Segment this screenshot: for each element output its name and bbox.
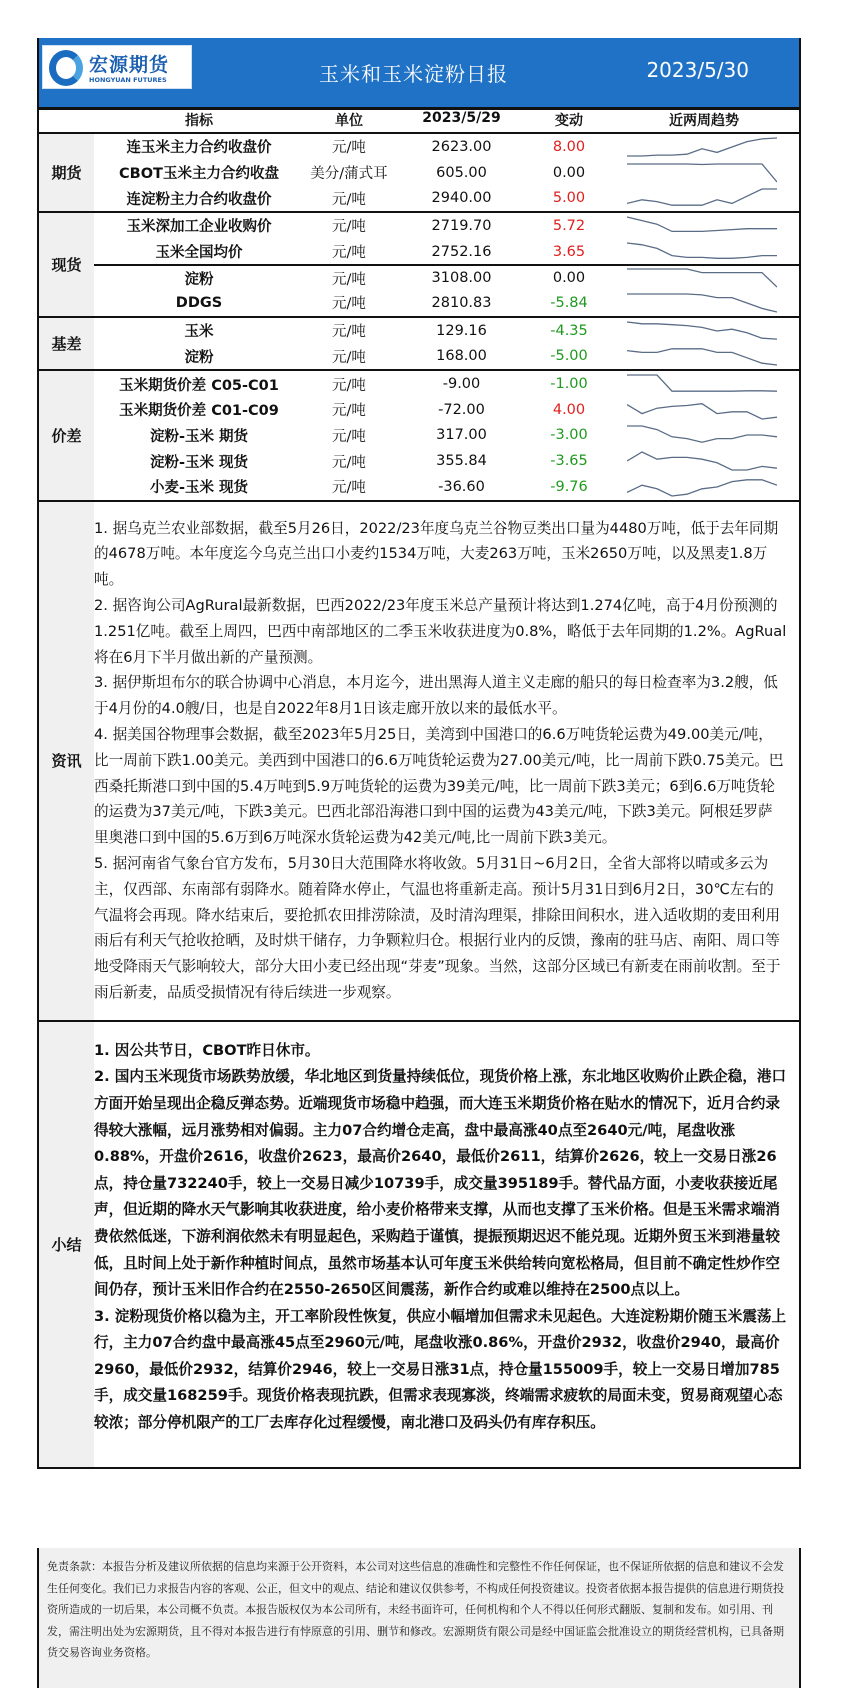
- unit: 元/吨: [332, 480, 366, 497]
- sparkline-line: [627, 189, 777, 205]
- indicator-name: CBOT玉米主力合约收盘: [119, 166, 279, 183]
- table-row: [94, 213, 799, 239]
- indicator-name: 玉米期货价差 C05-C01: [119, 377, 279, 394]
- report: [37, 38, 801, 1469]
- trend-sparkline: [627, 241, 777, 263]
- change: -4.35: [550, 322, 588, 339]
- section-label: 基差: [39, 318, 94, 369]
- table-row: [94, 397, 799, 423]
- indicator-name: 玉米: [184, 324, 214, 341]
- change: 5.00: [552, 190, 586, 207]
- value: 2810.83: [431, 294, 492, 311]
- indicator-name: 玉米期货价差 C01-C09: [119, 403, 279, 420]
- table-row: [94, 134, 799, 160]
- indicator-name: 小麦-玉米 现货: [149, 480, 249, 497]
- change: 8.00: [552, 138, 586, 155]
- col-unit: 单位: [335, 113, 363, 129]
- trend-sparkline: [627, 267, 777, 289]
- unit: 元/吨: [332, 271, 366, 288]
- change: 0.00: [552, 270, 586, 287]
- indicator-name: 玉米全国均价: [155, 245, 243, 262]
- trend-sparkline: [627, 424, 777, 446]
- col-indicator: 指标: [185, 113, 213, 129]
- summary-paragraph: 2. 国内玉米现货市场跌势放缓，华北地区到货量持续低位，现货价格上涨，东北地区收购价止跌企稳，港口方面开始呈现出企稳反弹态势。近端现货市场稳中趋强，而大连玉米期货价格在贴水的情况下，近月合约录得较大涨幅，远月涨势相对偏弱。主力07合约增仓走高，盘中最高涨40点至2640元/吨，尾盘收涨0.88%，开盘价2616，收盘价2623，最高价2640，最低价2611，结算价2626，较上一交易日涨26点，持仓量732240手，较上一交易日减少10739手，成交量395189手。替代品方面，小麦收获接近尾声，但近期的降水天气影响其收获进度，给小麦价格带来支撑，从而也支撑了玉米价格。但是玉米需求端消费依然低迷，下游利润依然未有明显起色，采购趋于谨慎，提振预期迟迟不能兑现。近期外贸玉米到港量较低，且时间上处于新作种植时间点，虽然市场基本认可年度玉米供给转向宽松格局，但目前不确定性炒作空间仍存，预计玉米旧作合约在2550-2650区间震荡，新作合约或难以维持在2500点以上。: [94, 1068, 787, 1299]
- change: -1.00: [550, 376, 588, 393]
- value: -72.00: [438, 401, 485, 418]
- indicator-name: DDGS: [175, 294, 223, 311]
- sparkline-line: [627, 452, 777, 470]
- change: -3.65: [550, 453, 588, 470]
- sparkline-line: [627, 403, 777, 418]
- unit: 元/吨: [332, 219, 366, 236]
- unit: 元/吨: [332, 454, 366, 471]
- trend-sparkline: [627, 320, 777, 342]
- sparkline-line: [627, 217, 777, 231]
- section-label: 现货: [39, 213, 94, 316]
- news-paragraph: 2. 据咨询公司AgRural最新数据，巴西2022/23年度玉米总产量预计将达到1.274亿吨，高于4月份预测的1.251亿吨。截至上周四，巴西中南部地区的二季玉米收获进度为0.8%，略低于去年同期的1.2%。AgRual将在6月下半月做出新的产量预测。: [94, 597, 787, 666]
- change: -5.84: [550, 294, 588, 311]
- section-label: 期货: [39, 134, 94, 211]
- unit: 元/吨: [332, 245, 366, 262]
- sparkline-line: [627, 426, 777, 442]
- unit: 元/吨: [332, 428, 366, 445]
- trend-sparkline: [627, 162, 777, 184]
- news-label: 资讯: [39, 502, 94, 1020]
- value: 317.00: [436, 427, 487, 444]
- unit: 美分/蒲式耳: [310, 166, 388, 183]
- table-row: [94, 448, 799, 474]
- value: 2940.00: [431, 190, 492, 207]
- table-row: [94, 264, 799, 290]
- table-row: [94, 318, 799, 344]
- value: 168.00: [436, 348, 487, 365]
- section-label: 价差: [39, 371, 94, 499]
- summary-label: 小结: [39, 1022, 94, 1467]
- change: -3.00: [550, 427, 588, 444]
- col-date: 2023/5/29: [422, 110, 501, 126]
- sparkline-line: [627, 269, 777, 287]
- change: 5.72: [552, 217, 586, 234]
- col-change: 变动: [555, 113, 583, 129]
- trend-sparkline: [627, 215, 777, 237]
- logo-en: HONGYUAN FUTURES: [89, 76, 167, 84]
- value: 605.00: [436, 164, 487, 181]
- company-logo: [42, 45, 192, 89]
- trend-sparkline: [627, 373, 777, 395]
- col-trend: 近两周趋势: [669, 113, 739, 129]
- table-row: [94, 423, 799, 449]
- unit: 元/吨: [332, 296, 366, 313]
- sparkline-line: [627, 322, 777, 339]
- news-paragraph: 3. 据伊斯坦布尔的联合协调中心消息，本月迄今，进出黑海人道主义走廊的船只的每日检查率为3.2艘，低于4月份的4.0艘/日，也是自2022年8月1日该走廊开放以来的最低水平。: [94, 674, 778, 718]
- table-row: [94, 290, 799, 316]
- data-table: [39, 134, 799, 502]
- trend-sparkline: [627, 187, 777, 209]
- value: 3108.00: [431, 270, 492, 287]
- section-3: [39, 371, 799, 501]
- unit: 元/吨: [332, 377, 366, 394]
- value: -9.00: [442, 376, 481, 393]
- table-row: [94, 185, 799, 211]
- change: 0.00: [552, 164, 586, 181]
- table-row: [94, 160, 799, 186]
- news-paragraph: 4. 据美国谷物理事会数据，截至2023年5月25日，美湾到中国港口的6.6万吨货轮运费为49.00美元/吨，比一周前下跌1.00美元。美西到中国港口的6.6万吨货轮运费为27.00美元/吨，比一周前下跌0.75美元。巴西桑托斯港口到中国的5.4万吨到5.9万吨货轮的运费为39美元/吨，比一周前下跌3美元；6到6.6万吨货轮的运费为37美元/吨，下跌3美元。巴西北部沿海港口到中国的运费为43美元/吨，下跌3美元。阿根廷罗萨里奥港口到中国的5.6万到6万吨深水货轮运费为42美元/吨,比一周前下跌3美元。: [94, 726, 784, 847]
- table-row: [94, 239, 799, 265]
- report-date: 2023/5/30: [646, 58, 749, 82]
- sparkline-line: [627, 375, 777, 391]
- value: 2623.00: [431, 138, 492, 155]
- value: 355.84: [436, 453, 487, 470]
- trend-sparkline: [627, 450, 777, 472]
- unit: 元/吨: [332, 349, 366, 366]
- sparkline-line: [627, 164, 777, 182]
- change: -5.00: [550, 348, 588, 365]
- table-row: [94, 371, 799, 397]
- value: 2752.16: [431, 243, 492, 260]
- value: 2719.70: [431, 217, 492, 234]
- summary-section: [39, 1022, 799, 1469]
- unit: 元/吨: [332, 324, 366, 341]
- sparkline-line: [627, 480, 777, 496]
- disclaimer: 免责条款：本报告分析及建议所依据的信息均来源于公开资料，本公司对这些信息的准确性和完整性不作任何保证，也不保证所依据的信息和建议不会发生任何变化。我们已力求报告内容的客观、公正，但文中的观点、结论和建议仅供参考，不构成任何投资建议。投资者依据本报告提供的信息进行期货投资所造成的一切后果，本公司概不负责。本报告版权仅为本公司所有，未经书面许可，任何机构和个人不得以任何形式翻版、复制和发布。如引用、刊发，需注明出处为宏源期货，且不得对本报告进行有悖原意的引用、删节和修改。宏源期货有限公司是经中国证监会批准设立的期货经营机构，已具备期货交易咨询业务资格。: [37, 1548, 801, 1688]
- table-row: [94, 344, 799, 370]
- report-title: 玉米和玉米淀粉日报: [319, 62, 508, 86]
- section-2: [39, 318, 799, 371]
- trend-sparkline: [627, 476, 777, 498]
- indicator-name: 连淀粉主力合约收盘价: [126, 191, 272, 208]
- logo-cn: 宏源期货: [89, 54, 170, 76]
- change: 3.65: [552, 243, 586, 260]
- indicator-name: 连玉米主力合约收盘价: [126, 140, 272, 157]
- sparkline-line: [627, 243, 777, 258]
- sparkline-line: [627, 349, 777, 365]
- summary-paragraph: 1. 因公共节日，CBOT昨日休市。: [94, 1041, 320, 1059]
- trend-sparkline: [627, 292, 777, 314]
- change: 4.00: [552, 401, 586, 418]
- table-row: [94, 474, 799, 500]
- unit: 元/吨: [332, 140, 366, 157]
- unit: 元/吨: [332, 191, 366, 208]
- news-paragraph: 5. 据河南省气象台官方发布，5月30日大范围降水将收敛。5月31日~6月2日，全省大部将以晴或多云为主，仅西部、东南部有弱降水。随着降水停止，气温也将重新走高。预计5月31日到6月2日，30℃左右的气温将会再现。降水结束后，要抢抓农田排涝除渍，及时清沟理渠，排除田间积水，进入适收期的麦田利用雨后有利天气抢收抢晒，及时烘干储存，力争颗粒归仓。根据行业内的反馈，豫南的驻马店、南阳、周口等地受降雨天气影响较大，部分大田小麦已经出现“芽麦”现象。当然，这部分区域已有新麦在雨前收割。至于雨后新麦，品质受损情况有待后续进一步观察。: [94, 854, 781, 1001]
- section-0: [39, 134, 799, 213]
- news-section: [39, 502, 799, 1022]
- indicator-name: 淀粉: [184, 271, 214, 288]
- logo-mark-icon: [49, 50, 83, 86]
- trend-sparkline: [627, 136, 777, 158]
- value: 129.16: [436, 322, 487, 339]
- value: -36.60: [438, 478, 485, 495]
- news-paragraph: 1. 据乌克兰农业部数据，截至5月26日，2022/23年度乌克兰谷物豆类出口量为4480万吨，低于去年同期的4678万吨。本年度迄今乌克兰出口小麦约1534万吨，大麦263万吨，玉米2650万吨，以及黑麦1.8万吨。: [94, 519, 779, 589]
- indicator-name: 淀粉: [184, 349, 214, 366]
- change: -9.76: [550, 478, 588, 495]
- indicator-name: 淀粉-玉米 现货: [149, 454, 249, 471]
- table-header: [39, 110, 799, 134]
- unit: 元/吨: [332, 403, 366, 420]
- indicator-name: 玉米深加工企业收购价: [126, 219, 272, 236]
- report-header: [39, 38, 799, 110]
- sparkline-line: [627, 138, 777, 156]
- summary-paragraph: 3. 淀粉现货价格以稳为主，开工率阶段性恢复，供应小幅增加但需求未见起色。大连淀粉期价随玉米震荡上行，主力07合约盘中最高涨45点至2960元/吨，尾盘收涨0.86%，开盘价2932，收盘价2940，最高价2960，最低价2932，结算价2946，较上一交易日涨31点，持仓量155009手，较上一交易日增加785手，成交量168259手。现货价格表现抗跌，但需求表现寡淡，终端需求疲软的局面未变，贸易商观望心态较浓；部分停机限产的工厂去库存化过程缓慢，南北港口及码头仍有库存积压。: [94, 1307, 787, 1432]
- indicator-name: 淀粉-玉米 期货: [149, 428, 249, 445]
- trend-sparkline: [627, 399, 777, 421]
- sparkline-line: [627, 294, 777, 312]
- section-1: [39, 213, 799, 318]
- trend-sparkline: [627, 345, 777, 367]
